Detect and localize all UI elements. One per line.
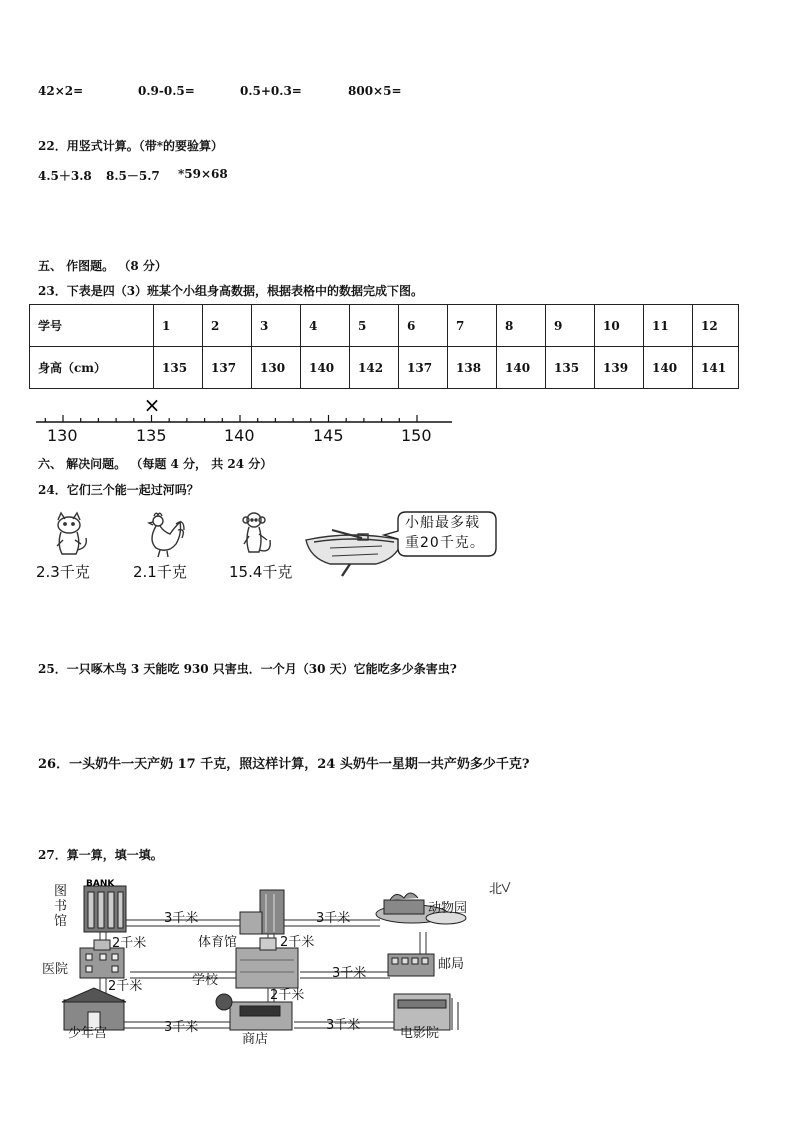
map-north-label: 北 [489, 882, 503, 897]
post-office-icon [388, 954, 434, 976]
rooster-icon [140, 510, 188, 558]
question-27-title: 27．算一算，填一填。 [38, 848, 163, 862]
table-cell: 137 [399, 347, 448, 389]
map-label-library-3: 馆 [54, 914, 68, 929]
table-row [30, 305, 739, 347]
distance-library-gym: 3千米 [164, 911, 199, 926]
ruler-label: 135 [136, 426, 167, 445]
north-arrow-icon [502, 882, 510, 892]
distance-youth-shop: 3千米 [164, 1020, 199, 1035]
table-cell: 7 [448, 305, 497, 347]
map-label-youth: 少年宫 [68, 1026, 108, 1041]
table-cell: 9 [546, 305, 595, 347]
monkey-icon [238, 510, 278, 558]
table-cell: 140 [301, 347, 350, 389]
distance-hospital-youth: 2千米 [108, 979, 143, 994]
table-cell: 135 [546, 347, 595, 389]
map-label-cinema: 电影院 [400, 1026, 440, 1041]
table-cell: 137 [203, 347, 252, 389]
map-label-library-2: 书 [54, 899, 68, 914]
table-cell: 4 [301, 305, 350, 347]
ruler-label: 150 [401, 426, 432, 445]
question-23-title: 23．下表是四（3）班某个小组身高数据，根据表格中的数据完成下图。 [38, 284, 424, 298]
bank-building-icon [84, 886, 126, 932]
table-cell: 3 [252, 305, 301, 347]
question-25: 25．一只啄木鸟 3 天能吃 930 只害虫．一个月（30 天）它能吃多少条害虫? [38, 662, 457, 676]
table-cell: 11 [644, 305, 693, 347]
ruler-label: 140 [224, 426, 255, 445]
map-label-hospital: 医院 [42, 962, 69, 977]
distance-library-hospital: 2千米 [112, 936, 147, 951]
oral-item-4: 800×5= [348, 84, 402, 98]
row-label-height: 身高（cm） [30, 347, 154, 389]
q22-item-1: 4.5＋3.8 [38, 169, 92, 183]
distance-shop-cinema: 3千米 [326, 1018, 361, 1033]
bank-sign: BANK [86, 879, 115, 889]
table-cell: 138 [448, 347, 497, 389]
table-cell: 135 [154, 347, 203, 389]
table-cell: 140 [644, 347, 693, 389]
height-table [29, 304, 739, 389]
distance-gym-zoo: 3千米 [316, 911, 351, 926]
map-label-zoo: 动物园 [428, 901, 468, 916]
map-label-library-1: 图 [54, 884, 68, 899]
gym-building-icon [240, 890, 284, 934]
question-24-title: 24．它们三个能一起过河吗？ [38, 483, 199, 497]
table-cell: 6 [399, 305, 448, 347]
oral-item-2: 0.9-0.5= [138, 84, 195, 98]
rooster-weight: 2.1千克 [133, 563, 187, 581]
question-22-title: 22．用竖式计算。（带*的要验算） [38, 139, 223, 153]
bubble-line-1: 小船最多载 [405, 515, 480, 531]
map-label-gym: 体育馆 [198, 935, 238, 950]
table-cell: 140 [497, 347, 546, 389]
table-cell: 12 [693, 305, 739, 347]
distance-school-post: 3千米 [332, 966, 367, 981]
table-cell: 2 [203, 305, 252, 347]
q22-item-2: 8.5－5.7 [106, 169, 160, 183]
ruler-label: 130 [47, 426, 78, 445]
oral-item-3: 0.5+0.3= [240, 84, 302, 98]
section-6-heading: 六、 解决问题。 （每题 4 分， 共 24 分） [38, 457, 273, 471]
table-cell: 8 [497, 305, 546, 347]
ruler-label: 145 [313, 426, 344, 445]
distance-gym-school: 2千米 [280, 935, 315, 950]
monkey-weight: 15.4千克 [229, 563, 293, 581]
table-cell: 130 [252, 347, 301, 389]
row-label-id: 学号 [30, 305, 154, 347]
table-row [30, 347, 739, 389]
cross-mark: × [143, 396, 161, 417]
cat-weight: 2.3千克 [36, 563, 90, 581]
section-5-heading: 五、 作图题。 （8 分） [38, 259, 167, 273]
table-cell: 10 [595, 305, 644, 347]
map-label-school: 学校 [192, 973, 219, 988]
bubble-line-2: 重20千克。 [405, 535, 485, 551]
q22-item-3: *59×68 [178, 167, 228, 181]
table-cell: 142 [350, 347, 399, 389]
oral-item-1: 42×2= [38, 84, 84, 98]
question-26: 26．一头奶牛一天产奶 17 千克，照这样计算，24 头奶牛一星期一共产奶多少千克? [38, 757, 530, 772]
table-cell: 1 [154, 305, 203, 347]
table-cell: 141 [693, 347, 739, 389]
map-label-shop: 商店 [242, 1032, 269, 1047]
distance-school-shop: 2千米 [270, 988, 305, 1003]
table-cell: 139 [595, 347, 644, 389]
map-label-post: 邮局 [438, 957, 465, 972]
table-cell: 5 [350, 305, 399, 347]
cat-icon [44, 510, 94, 560]
